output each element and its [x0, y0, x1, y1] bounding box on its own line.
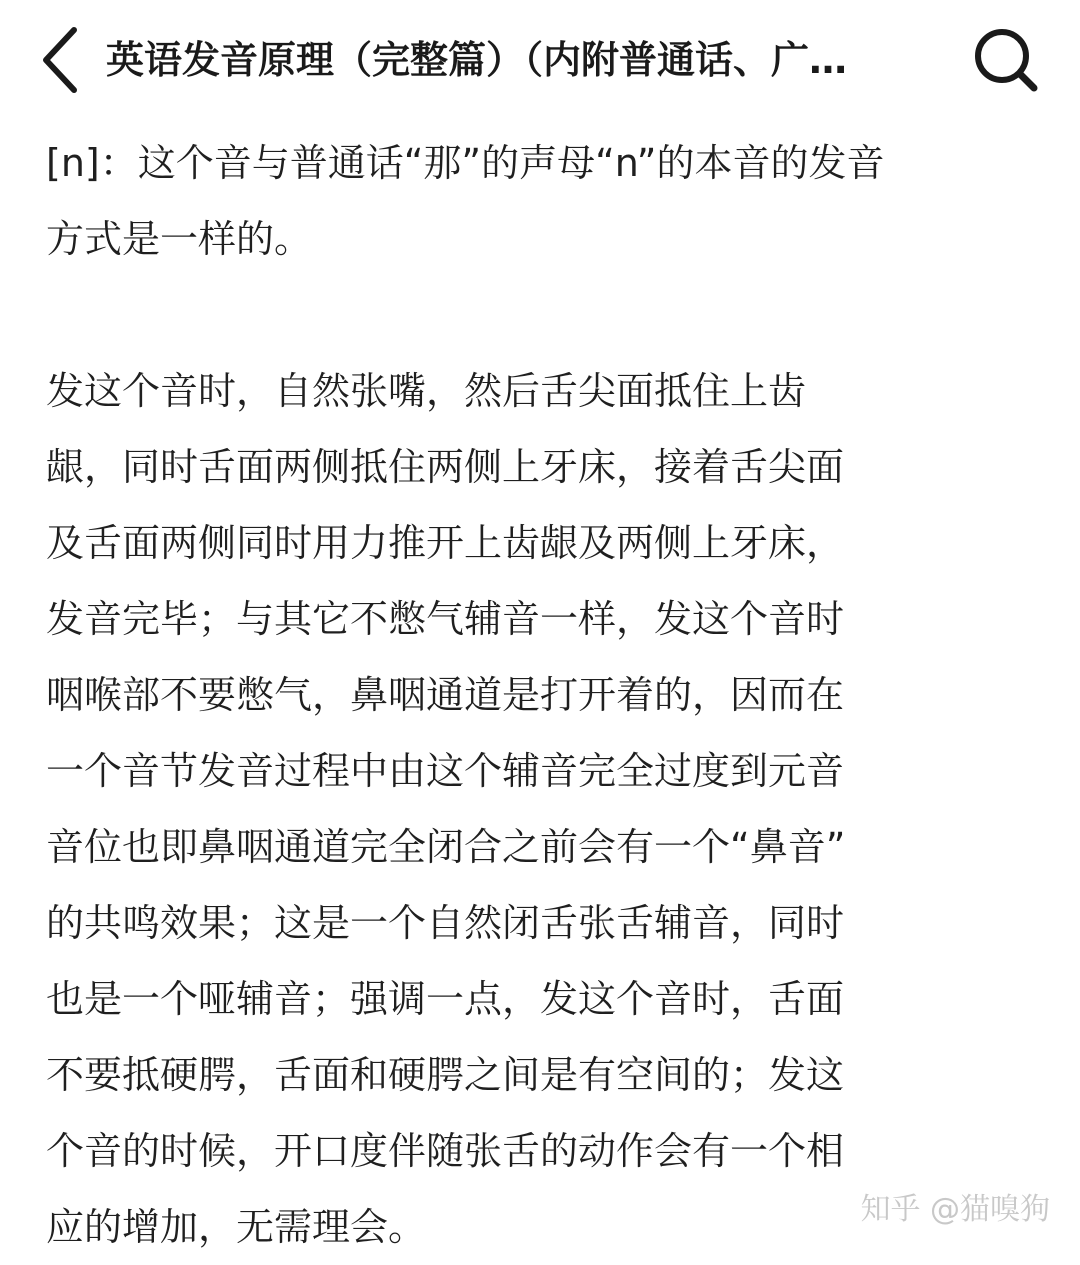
text-line: 的共鸣效果；这是一个自然闭舌张舌辅音，同时 — [46, 901, 845, 945]
text-line: 音位也即鼻咽通道完全闭合之前会有一个“鼻音” — [46, 825, 846, 869]
text-line: 个音的时候，开口度伴随张舌的动作会有一个相 — [46, 1129, 845, 1173]
text-line: 不要抵硬腭，舌面和硬腭之间是有空间的；发这 — [46, 1053, 845, 1097]
paragraph-description — [46, 353, 1046, 1265]
search-button[interactable] — [968, 22, 1044, 98]
chevron-left-icon — [30, 22, 94, 98]
search-icon — [968, 22, 1044, 98]
text-line: 一个音节发音过程中由这个辅音完全过度到元音 — [46, 749, 845, 793]
text-line: 方式是一样的。 — [46, 217, 313, 261]
back-button[interactable] — [30, 22, 94, 98]
text-line: 也是一个哑辅音；强调一点，发这个音时，舌面 — [46, 977, 845, 1021]
text-line: 咽喉部不要憋气，鼻咽通道是打开着的，因而在 — [46, 673, 845, 717]
text-line: 发这个音时，自然张嘴，然后舌尖面抵住上齿 — [46, 369, 807, 413]
text-line: 应的增加，无需理会。 — [46, 1205, 427, 1249]
paragraph-intro — [46, 125, 1046, 277]
watermark: 知乎 @猫嗅狗 — [860, 1192, 1050, 1227]
text-line: 发音完毕；与其它不憋气辅音一样，发这个音时 — [46, 597, 845, 641]
top-bar — [0, 0, 1080, 120]
paragraph-gap — [46, 277, 1046, 353]
text-line: [n]：这个音与普通话“那”的声母“n”的本音的发音 — [46, 141, 885, 185]
article-body — [46, 125, 1046, 1265]
page-title: 英语发音原理（完整篇）（内附普通话、广… — [106, 38, 848, 82]
text-line: 及舌面两侧同时用力推开上齿龈及两侧上牙床， — [46, 521, 845, 565]
text-line: 龈，同时舌面两侧抵住两侧上牙床，接着舌尖面 — [46, 445, 845, 489]
